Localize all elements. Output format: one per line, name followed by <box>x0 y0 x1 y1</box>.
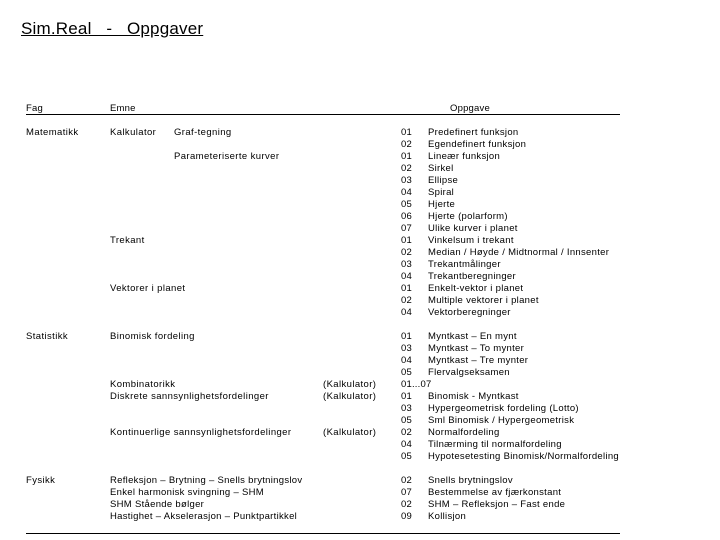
task-description: Multiple vektorer i planet <box>428 295 539 306</box>
topic-kombinatorikk: Kombinatorikk <box>110 379 176 390</box>
task-number: 01 <box>401 283 412 294</box>
header-fag: Fag <box>26 103 43 114</box>
task-description: Lineær funksjon <box>428 151 501 162</box>
task-description: Spiral <box>428 187 455 198</box>
task-description: Vektorberegninger <box>428 307 511 318</box>
task-description: Enkelt-vektor i planet <box>428 283 524 294</box>
task-number: 01 <box>401 127 412 138</box>
task-numbers-matematikk <box>401 127 412 319</box>
topics-fysikk <box>110 475 302 523</box>
header-emne: Emne <box>110 103 136 114</box>
task-number: 09 <box>401 511 412 522</box>
task-number: 02 <box>401 139 412 150</box>
task-number: 01 <box>401 331 412 342</box>
task-description: Myntkast – En mynt <box>428 331 517 342</box>
task-number: 02 <box>401 247 412 258</box>
task-number: 04 <box>401 439 412 450</box>
topic-binomisk-fordeling: Binomisk fordeling <box>110 331 195 342</box>
task-description: Egendefinert funksjon <box>428 139 527 150</box>
task-description: Sml Binomisk / Hypergeometrisk <box>428 415 575 426</box>
topic-fysikk: Enkel harmonisk svingning – SHM <box>110 487 264 498</box>
task-number: 07 <box>401 223 412 234</box>
task-description: Bestemmelse av fjærkonstant <box>428 487 562 498</box>
task-number: 04 <box>401 355 412 366</box>
page-title: Sim.Real - Oppgaver <box>21 19 204 38</box>
topic-fysikk: SHM Stående bølger <box>110 499 205 510</box>
task-description: Trekantberegninger <box>428 271 516 282</box>
task-number: 04 <box>401 271 412 282</box>
topic-fysikk: Refleksjon – Brytning – Snells brytningslov <box>110 475 303 486</box>
task-description: Predefinert funksjon <box>428 127 519 138</box>
task-number: 04 <box>401 187 412 198</box>
task-number: 05 <box>401 415 412 426</box>
task-number: 05 <box>401 199 412 210</box>
topic-parameteriserte-kurver: Parameteriserte kurver <box>174 151 280 162</box>
task-descriptions-statistikk <box>428 331 619 463</box>
task-description: Ellipse <box>428 175 459 186</box>
topic-trekant: Trekant <box>110 235 145 246</box>
kalkulator-note: (Kalkulator) <box>323 379 377 390</box>
task-number: 02 <box>401 499 412 510</box>
task-description: Sirkel <box>428 163 454 174</box>
task-numbers-fysikk <box>401 475 412 523</box>
task-number: 04 <box>401 307 412 318</box>
subject-statistikk: Statistikk <box>26 331 69 342</box>
task-number: 01 <box>401 391 412 402</box>
kalkulator-note: (Kalkulator) <box>323 391 377 402</box>
task-number: 02 <box>401 163 412 174</box>
task-descriptions-fysikk <box>428 475 565 523</box>
task-description: Hjerte <box>428 199 456 210</box>
task-description: Binomisk - Myntkast <box>428 391 519 402</box>
header-oppgave: Oppgave <box>450 103 490 114</box>
topic-vektorer: Vektorer i planet <box>110 283 186 294</box>
footer-divider <box>26 533 620 534</box>
task-descriptions-matematikk <box>428 127 609 319</box>
task-description: Myntkast – To mynter <box>428 343 525 354</box>
task-number: 02 <box>401 295 412 306</box>
header-divider <box>26 114 620 115</box>
subject-fysikk: Fysikk <box>26 475 56 486</box>
task-number: 01 <box>401 235 412 246</box>
task-description <box>428 379 619 391</box>
task-description: Vinkelsum i trekant <box>428 235 514 246</box>
task-description: Median / Høyde / Midtnormal / Innsenter <box>428 247 610 258</box>
task-description: Trekantmålinger <box>428 259 501 270</box>
task-description: Normalfordeling <box>428 427 500 438</box>
task-number: 01 <box>401 151 412 162</box>
task-number: 01...07 <box>401 379 432 390</box>
task-description: SHM – Refleksjon – Fast ende <box>428 499 566 510</box>
task-description: Hypotesetesting Binomisk/Normalfordeling <box>428 451 619 462</box>
task-number: 03 <box>401 175 412 186</box>
task-number: 06 <box>401 211 412 222</box>
task-description: Myntkast – Tre mynter <box>428 355 529 366</box>
task-number: 02 <box>401 475 412 486</box>
topic-graf-tegning: Graf-tegning <box>174 127 232 138</box>
task-number: 02 <box>401 427 412 438</box>
task-numbers-statistikk <box>401 331 431 463</box>
topic-diskrete-fordelinger: Diskrete sannsynlighetsfordelinger <box>110 391 269 402</box>
task-number: 03 <box>401 403 412 414</box>
task-description: Kollisjon <box>428 511 467 522</box>
task-number: 05 <box>401 451 412 462</box>
task-description: Ulike kurver i planet <box>428 223 518 234</box>
task-description: Snells brytningslov <box>428 475 513 486</box>
topic-kalkulator: Kalkulator <box>110 127 157 138</box>
task-description: Hypergeometrisk fordeling (Lotto) <box>428 403 579 414</box>
task-description: Hjerte (polarform) <box>428 211 508 222</box>
task-number: 07 <box>401 487 412 498</box>
task-description: Flervalgseksamen <box>428 367 510 378</box>
task-number: 03 <box>401 343 412 354</box>
task-number: 05 <box>401 367 412 378</box>
task-number: 03 <box>401 259 412 270</box>
kalkulator-note: (Kalkulator) <box>323 427 377 438</box>
task-description: Tilnærming til normalfordeling <box>428 439 562 450</box>
topic-fysikk: Hastighet – Akselerasjon – Punktpartikkel <box>110 511 298 522</box>
subject-matematikk: Matematikk <box>26 127 79 138</box>
topic-kontinuerlige-fordelinger: Kontinuerlige sannsynlighetsfordelinger <box>110 427 292 438</box>
